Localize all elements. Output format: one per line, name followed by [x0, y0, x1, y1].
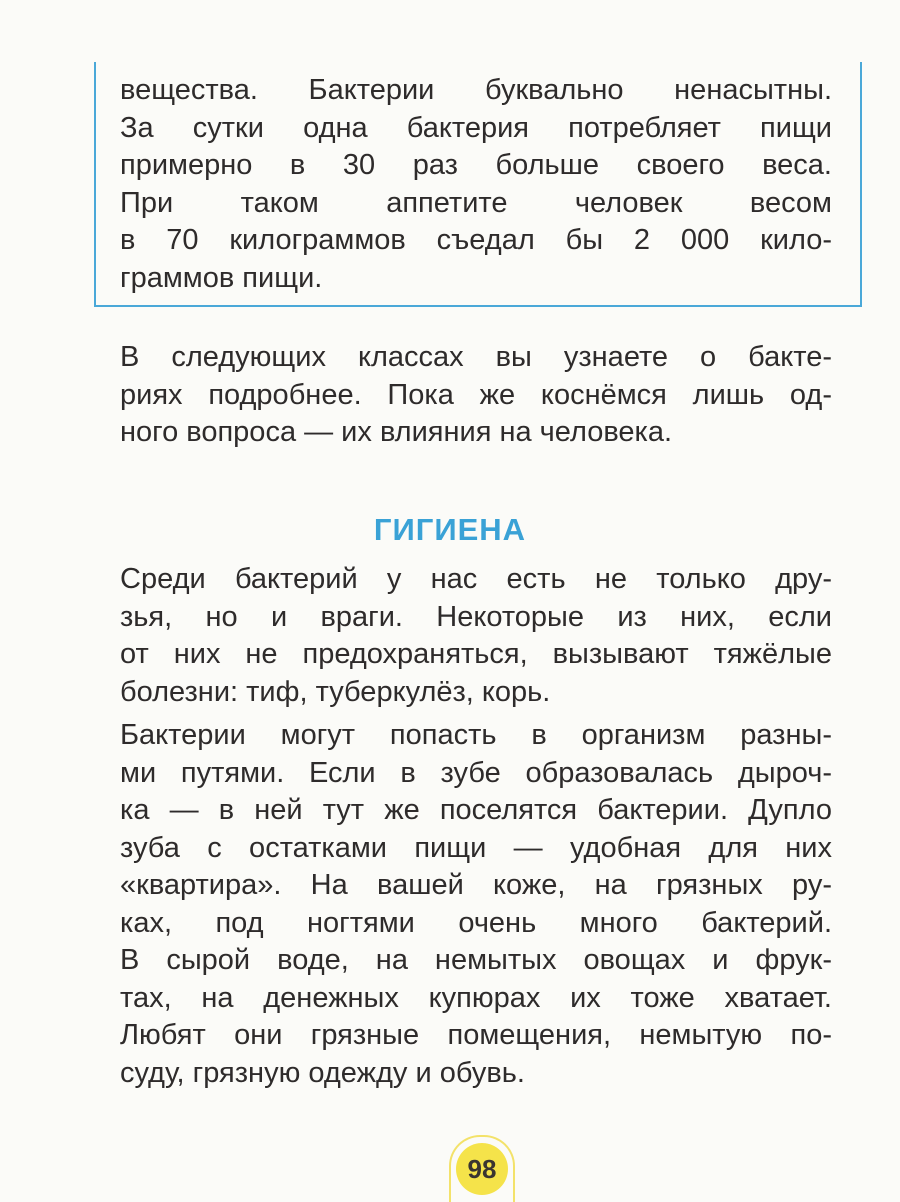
section-heading: ГИГИЕНА — [373, 512, 527, 547]
text-line: Бактерии могут попасть в организм разны- — [120, 719, 832, 751]
text-line: примерно в 30 раз больше своего веса. — [120, 149, 832, 181]
paragraph-paths — [120, 717, 832, 1092]
text-line: В следующих классах вы узнаете о бакте- — [120, 341, 832, 373]
text-line: ного вопроса — их влияния на человека. — [120, 416, 673, 448]
page-number: 98 — [456, 1143, 508, 1195]
text-line: зуба с остатками пищи — удобная для них — [120, 831, 832, 864]
text-line: Среди бактерий у нас есть не только дру- — [120, 563, 832, 595]
page-number-badge — [449, 1135, 515, 1202]
text-line: риях подробнее. Пока же коснёмся лишь од- — [120, 378, 832, 411]
text-line: ка — в ней тут же поселятся бактерии. Дупло — [120, 794, 832, 826]
text-line: За сутки одна бактерия потребляет пищи — [120, 111, 832, 144]
text-line: от них не предохраняться, вызывают тяжёлые — [120, 638, 832, 670]
text-line: ми путями. Если в зубе образовалась дыроч- — [120, 756, 832, 789]
text-line: ках, под ногтями очень много бактерий. — [120, 906, 832, 939]
paragraph-enemies — [120, 561, 832, 711]
text-line: При таком аппетите человек весом — [120, 186, 832, 219]
text-line: суду, грязную одежду и обувь. — [120, 1056, 525, 1089]
info-box-text — [120, 72, 832, 297]
text-line: в 70 килограммов съедал бы 2 000 кило- — [120, 224, 832, 256]
text-line: В сырой воде, на немытых овощах и фрук- — [120, 944, 832, 976]
text-line: вещества. Бактерии буквально ненасытны. — [120, 74, 832, 106]
text-line: Любят они грязные помещения, немытую по- — [120, 1019, 832, 1051]
text-line: зья, но и враги. Некоторые из них, если — [120, 600, 832, 633]
text-line: тах, на денежных купюрах их тоже хватает. — [120, 981, 832, 1014]
text-line: граммов пищи. — [120, 261, 323, 294]
intro-paragraph — [120, 339, 832, 452]
text-line: болезни: тиф, туберкулёз, корь. — [120, 675, 551, 708]
text-line: «квартира». На вашей коже, на грязных ру- — [120, 869, 832, 901]
